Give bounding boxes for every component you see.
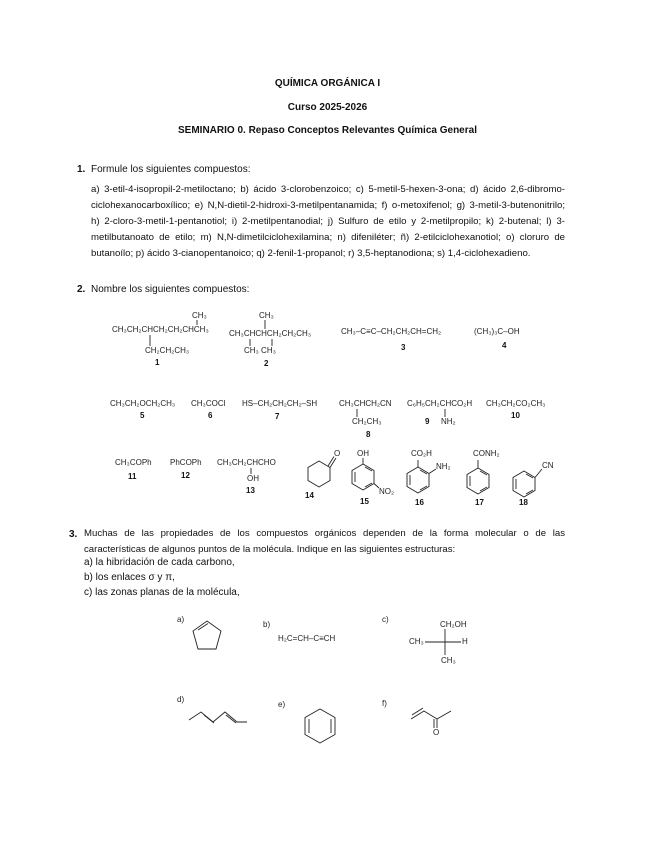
structure-b-label: b) xyxy=(263,620,271,629)
compound-7-formula: HS–CH₂CH₂CH₂–SH xyxy=(242,399,318,408)
compound-8-branch: CH₂CH₃ xyxy=(352,417,382,426)
compound-2-formula: CH₃CHCHCH₂CH₂CH₃ xyxy=(229,329,312,338)
structure-c-left: CH₃ xyxy=(409,637,424,646)
structure-b-formula: H₂C=CH–C≡CH xyxy=(278,634,336,643)
compound-8-formula: CH₃CHCH₂CN xyxy=(339,399,392,408)
compound-7-number: 7 xyxy=(275,412,280,421)
compound-14-oxygen: O xyxy=(334,449,341,458)
compound-10-number: 10 xyxy=(511,411,520,420)
question-1-text: Formule los siguientes compuestos: xyxy=(91,164,251,175)
compound-2-methyl: CH₃ xyxy=(259,311,274,320)
compound-17-number: 17 xyxy=(475,498,484,507)
compound-8-number: 8 xyxy=(366,430,371,439)
compound-10-formula: CH₃CH₂CO₂CH₃ xyxy=(486,399,546,408)
compound-6-number: 6 xyxy=(208,411,213,420)
structure-c-label: c) xyxy=(382,615,389,624)
structure-d-label: d) xyxy=(177,695,185,704)
structure-c-bottom: CH₃ xyxy=(441,656,456,665)
compound-16-number: 16 xyxy=(415,498,424,507)
compound-9-formula: C₆H₅CH₂CHCO₂H xyxy=(407,399,473,408)
question-3-item-b: b) los enlaces σ y π, xyxy=(84,572,175,583)
compound-18-nitrile: CN xyxy=(542,461,554,470)
page-title: QUÍMICA ORGÁNICA I xyxy=(274,78,381,89)
question-3-number: 3. xyxy=(69,529,78,540)
compound-15-hydroxyl: OH xyxy=(357,449,369,458)
compound-16-amine: NH₂ xyxy=(436,462,451,471)
question-3-item-a: a) la hibridación de cada carbono, xyxy=(84,557,235,568)
compound-14-number: 14 xyxy=(305,491,314,500)
structure-a-label: a) xyxy=(177,615,185,624)
question-1-number: 1. xyxy=(77,164,86,175)
structure-f-label: f) xyxy=(382,699,387,708)
compound-5-formula: CH₃CH₂OCH₂CH₃ xyxy=(110,399,176,408)
question-2-text: Nombre los siguientes compuestos: xyxy=(91,284,250,295)
seminar-title: SEMINARIO 0. Repaso Conceptos Relevantes Química General xyxy=(178,125,477,136)
compound-13-number: 13 xyxy=(246,486,255,495)
compound-1-methyl: CH₃ xyxy=(192,311,207,320)
structure-e-label: e) xyxy=(278,700,286,709)
compound-12-number: 12 xyxy=(181,471,190,480)
compound-1-branch: CH₂CH₂CH₃ xyxy=(145,346,190,355)
course-label: Curso 2025-2026 xyxy=(287,102,368,113)
compound-12-formula: PhCOPh xyxy=(170,458,202,467)
compound-11-formula: CH₃COPh xyxy=(115,458,152,467)
compound-4-formula: (CH₃)₃C–OH xyxy=(474,327,520,336)
compound-2-methyls: CH₃ CH₃ xyxy=(244,346,276,355)
compound-2-number: 2 xyxy=(264,359,269,368)
compound-3-number: 3 xyxy=(401,343,406,352)
compound-17-amide: CONH₂ xyxy=(473,449,500,458)
compound-16-carboxyl: CO₂H xyxy=(411,449,432,458)
compound-1-number: 1 xyxy=(155,358,160,367)
compound-13-formula: CH₃CH₂CHCHO xyxy=(217,458,276,467)
structure-f-oxygen: O xyxy=(433,728,440,737)
compound-1-formula: CH₃CH₂CHCH₂CH₂CHCH₃ xyxy=(112,325,209,334)
question-3-text: Muchas de las propiedades de los compuestos orgánicos dependen de la forma molecular o de las características de algunos puntos de la molécula. Indique en las siguientes estructuras: xyxy=(84,528,565,555)
structure-c-top: CH₂OH xyxy=(440,620,467,629)
compound-5-number: 5 xyxy=(140,411,145,420)
compound-3-formula: CH₃–C≡C–CH₂CH₂CH=CH₂ xyxy=(341,327,442,336)
structure-c-right: H xyxy=(462,637,468,646)
compound-18-number: 18 xyxy=(519,498,528,507)
compound-11-number: 11 xyxy=(128,472,137,481)
compound-9-amine: NH₂ xyxy=(441,417,456,426)
question-3-item-c: c) las zonas planas de la molécula, xyxy=(84,587,240,598)
compound-4-number: 4 xyxy=(502,341,507,350)
question-2-number: 2. xyxy=(77,284,86,295)
compound-6-formula: CH₃COCl xyxy=(191,399,226,408)
compound-15-nitro: NO₂ xyxy=(379,487,395,496)
compound-9-number: 9 xyxy=(425,417,430,426)
question-1-items: a) 3-etil-4-isopropil-2-metiloctano; b) ácido 3-clorobenzoico; c) 5-metil-5-hexen-3-ona; d) ácido 2,6-dibromo-ciclohexanocarboxílico; e) N,N-dietil-2-hidroxi-3-metilpentanamida; f) o-metoxifenol; g) 3-metil-3-butenonitrilo; h) 2-cloro-3-metil-1-pentanotiol; i) 2-metilpentanodial; j) Sulfuro de etilo y 2-metilpropilo; k) 2-butenal; l) 3-metilbutanoato de etilo; m) N,N-dimetilciclohexilamina; n) difeniléter; ñ) 2-etilciclohexanotiol; o) cloruro de butanoílo; p) ácido 3-cianopentanoico; q) 2-fenil-1-propanol; r) 3,5-heptanodiona; s) 1,4-ciclohexadieno. xyxy=(91,184,565,259)
compound-13-hydroxyl: OH xyxy=(247,474,259,483)
compound-15-number: 15 xyxy=(360,497,369,506)
